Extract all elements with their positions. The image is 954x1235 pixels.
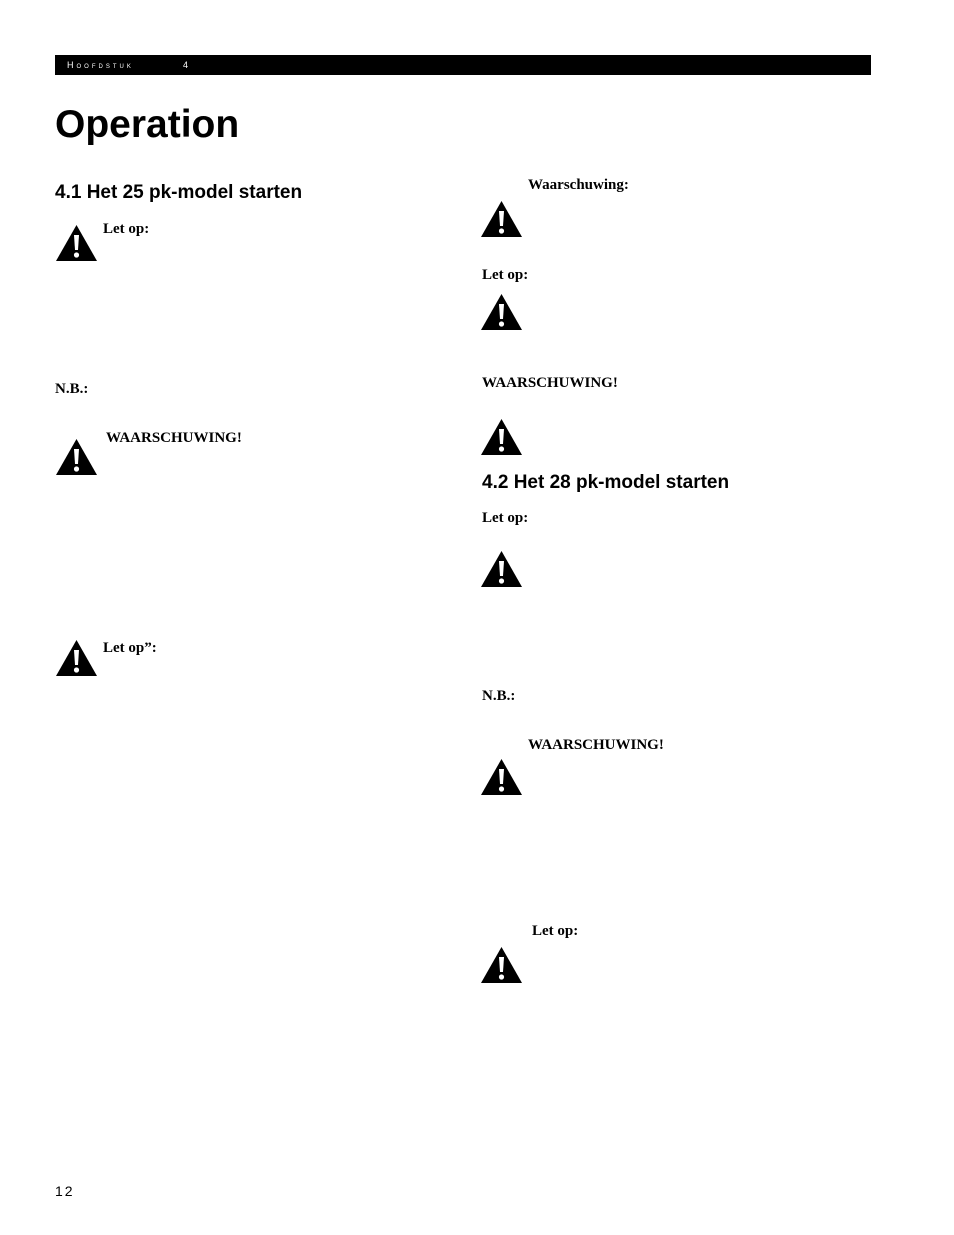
section-heading-4-1: 4.1 Het 25 pk-model starten xyxy=(55,182,303,203)
section-heading-4-2: 4.2 Het 28 pk-model starten xyxy=(482,472,730,493)
note-label: Let op”: xyxy=(103,640,157,656)
chapter-label: Hoofdstuk xyxy=(67,60,134,70)
note-label: Let op: xyxy=(482,510,529,526)
warning-label: WAARSCHUWING! xyxy=(482,375,618,391)
nb-label: N.B.: xyxy=(482,688,516,704)
warning-triangle-icon xyxy=(480,293,523,331)
warning-triangle-icon xyxy=(480,418,523,456)
chapter-header-bar xyxy=(55,55,871,75)
warning-label: WAARSCHUWING! xyxy=(106,430,242,446)
page-title: Operation xyxy=(55,103,240,146)
warning-triangle-icon xyxy=(55,639,98,677)
warning-triangle-icon xyxy=(55,438,98,476)
note-label: Let op: xyxy=(103,221,150,237)
warning-triangle-icon xyxy=(480,946,523,984)
warning-triangle-icon xyxy=(480,550,523,588)
warning-label: Waarschuwing: xyxy=(528,177,629,193)
warning-label: WAARSCHUWING! xyxy=(528,737,664,753)
note-label: Let op: xyxy=(532,923,579,939)
warning-triangle-icon xyxy=(55,224,98,262)
chapter-number: 4 xyxy=(183,60,192,70)
note-label: Let op: xyxy=(482,267,529,283)
warning-triangle-icon xyxy=(480,758,523,796)
page-number: 12 xyxy=(55,1183,75,1199)
warning-triangle-icon xyxy=(480,200,523,238)
nb-label: N.B.: xyxy=(55,381,89,397)
